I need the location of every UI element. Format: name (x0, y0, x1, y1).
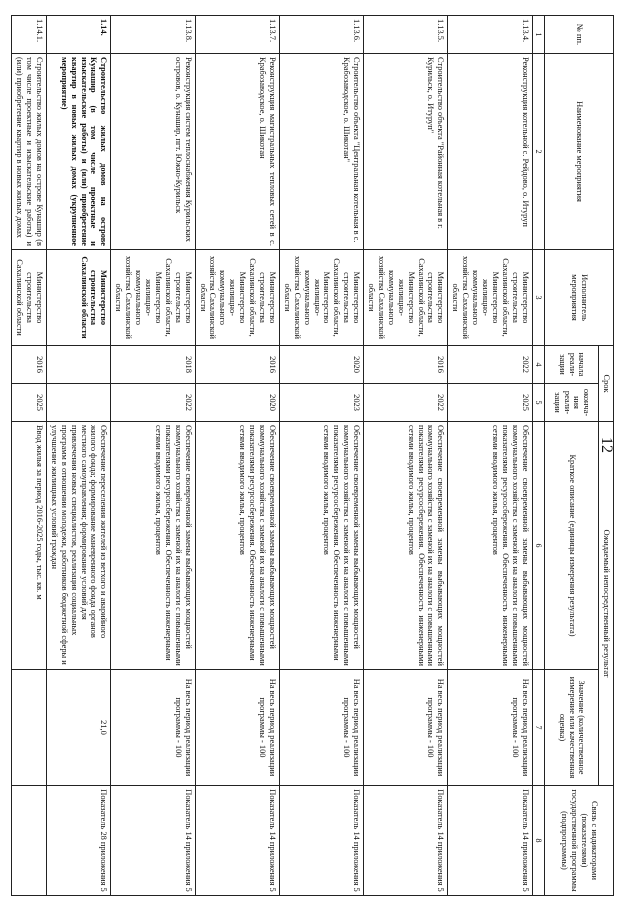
cell-executor: Министерство строительства Сахалинской области (12, 250, 47, 346)
col-number: 8 (532, 786, 544, 896)
cell-link: Показатель 14 приложения 5 (448, 786, 532, 896)
col-number: 4 (532, 346, 544, 384)
cell-desc: Обеспечение своевременной замены выбывающих мощностей коммунального хозяйства с заменой их на аналоги с повышенными показателями ресурсосбережения. Обеспеченность инженерными сетями вводимого жилья, процентов (364, 422, 448, 670)
cell-executor: Министерство строительства Сахалинской области, Министерство жилищно-коммунального хозяйства Сахалинской области (364, 250, 448, 346)
cell-no: 1.13.8. (111, 16, 195, 54)
cell-start: 2022 (448, 346, 532, 384)
cell-desc: Ввод жилья за период 2016-2025 годы, тыс. кв. м (12, 422, 47, 670)
column-numbers-row (532, 16, 544, 896)
table-row (12, 16, 47, 896)
rotated-page (15, 15, 614, 895)
cell-start: 2016 (364, 346, 448, 384)
cell-name: Строительство объекта "Районная котельная в г. Курильск, о. Итуруп" (364, 54, 448, 250)
cell-desc: Обеспечение своевременной замены выбывающих мощностей коммунального хозяйства с заменой их на аналоги с повышенными показателями ресурсосбережения. Обеспеченность инженерными сетями вводимого жилья, процентов (448, 422, 532, 670)
cell-start: 2016 (195, 346, 279, 384)
cell-executor: Министерство строительства Сахалинской области, Министерство жилищно-коммунального хозяйства Сахалинской области (111, 250, 195, 346)
header-executor: Исполнитель мероприятия (545, 250, 614, 346)
page-number: 12 (598, 437, 615, 453)
cell-executor: Министерство строительства Сахалинской области, Министерство жилищно-коммунального хозяйства Сахалинской области (195, 250, 279, 346)
cell-no: 1.13.4. (448, 16, 532, 54)
header-desc: Краткое описание (единицы измерения результата) (545, 422, 599, 670)
cell-start (46, 346, 110, 384)
cell-end: 2020 (195, 384, 279, 422)
cell-end: 2022 (364, 384, 448, 422)
header-term: Срок (599, 346, 614, 422)
cell-executor: Министерство строительства Сахалинской области, Министерство жилищно-коммунального хозяйства Сахалинской области (279, 250, 363, 346)
table-row (111, 16, 195, 896)
cell-value: На весь период реализации программы - 100 (195, 670, 279, 786)
cell-name: Реконструкция систем теплоснабжения Курильских островов, о. Кунашир, пгт. Южно-Курильск (111, 54, 195, 250)
col-number: 1 (532, 16, 544, 54)
cell-executor: Министерство строительства Сахалинской области (46, 250, 110, 346)
cell-end (46, 384, 110, 422)
table-row (448, 16, 532, 896)
cell-link: Показатель 14 приложения 5 (364, 786, 448, 896)
header-end: оконча-ния реали-зации (545, 384, 599, 422)
col-number: 7 (532, 670, 544, 786)
table-row (195, 16, 279, 896)
cell-desc: Обеспечение своевременной замены выбывающих мощностей коммунального хозяйства с заменой их на аналоги с повышенными показателями ресурсосбережения. Обеспеченность инженерными сетями вводимого жилья, процентов (111, 422, 195, 670)
cell-executor: Министерство строительства Сахалинской области, Министерство жилищно-коммунального хозяйства Сахалинской области (448, 250, 532, 346)
cell-value: На весь период реализации программы - 100 (364, 670, 448, 786)
header-value: Значение (количественное измерение или качественная оценка) (545, 670, 599, 786)
cell-value: На весь период реализации программы - 100 (448, 670, 532, 786)
cell-desc: Обеспечение своевременной замены выбывающих мощностей коммунального хозяйства с заменой их на аналоги с повышенными показателями ресурсосбережения. Обеспеченность инженерными сетями вводимого жилья, процентов (279, 422, 363, 670)
cell-no: 1.13.7. (195, 16, 279, 54)
cell-name: Строительство объекта "Центральная котельная в с. Крабозаводское, о. Шикотан" (279, 54, 363, 250)
cell-end: 2022 (111, 384, 195, 422)
col-number: 6 (532, 422, 544, 670)
cell-no: 1.13.5. (364, 16, 448, 54)
cell-name: Реконструкция магистральных тепловых сетей в с. Крабозаводское, о. Шикотан (195, 54, 279, 250)
cell-no: 1.14. (46, 16, 110, 54)
cell-value (12, 670, 47, 786)
cell-desc: Обеспечение своевременной замены выбывающих мощностей коммунального хозяйства с заменой их на аналоги с повышенными показателями ресурсосбережения. Обеспеченность инженерными сетями вводимого жилья, процентов (195, 422, 279, 670)
cell-name: Строительство жилых домов на острове Кунашир (в том числе проектные и изыскательские работы) и (или) приобретение квартир в новых жилых домах (укрупненное мероприятие) (46, 54, 110, 250)
cell-start: 2016 (12, 346, 47, 384)
header-name: Наименование мероприятия (545, 54, 614, 250)
cell-start: 2020 (279, 346, 363, 384)
cell-no: 1.14.1. (12, 16, 47, 54)
cell-value: На весь период реализации программы - 100 (111, 670, 195, 786)
header-result: Ожидаемый непосредственный результат (599, 422, 614, 786)
cell-link (12, 786, 47, 896)
cell-end: 2023 (279, 384, 363, 422)
cell-start: 2018 (111, 346, 195, 384)
col-number: 5 (532, 384, 544, 422)
cell-no: 1.13.6. (279, 16, 363, 54)
cell-value: 21,0 (46, 670, 110, 786)
header-start: начала реали-зации (545, 346, 599, 384)
cell-end: 2025 (448, 384, 532, 422)
cell-end: 2025 (12, 384, 47, 422)
col-number: 2 (532, 54, 544, 250)
activities-table (11, 15, 614, 896)
cell-desc: Обеспечение переселения жителей из ветхого и аварийного жилого фонда; формирование маневренного фонда органов местного самоуправления; формирование условий для привлечения новых специалистов, реализация социальных программ в отношении молодежи, работников бюджетной сферы и улучшение жилищных условий граждан (46, 422, 110, 670)
table-row (364, 16, 448, 896)
cell-value: На весь период реализации программы - 100 (279, 670, 363, 786)
table-row (46, 16, 110, 896)
header-no: № пп. (545, 16, 614, 54)
cell-name: Реконструкция котельной с. Рейдово, о. Итуруп (448, 54, 532, 250)
cell-name: Строительство жилых домов на острове Кунашир (в том числе проектные и изыскательские работы) и (или) приобретение квартир в новых жилых домах (12, 54, 47, 250)
cell-link: Показатель 14 приложения 5 (111, 786, 195, 896)
table-row (279, 16, 363, 896)
cell-link: Показатель 14 приложения 5 (279, 786, 363, 896)
cell-link: Показатель 14 приложения 5 (195, 786, 279, 896)
col-number: 3 (532, 250, 544, 346)
header-link: Связь с индикаторами (показателями) государственной программы (подпрограммы) (545, 786, 614, 896)
cell-link: Показатель 28 приложения 5 (46, 786, 110, 896)
